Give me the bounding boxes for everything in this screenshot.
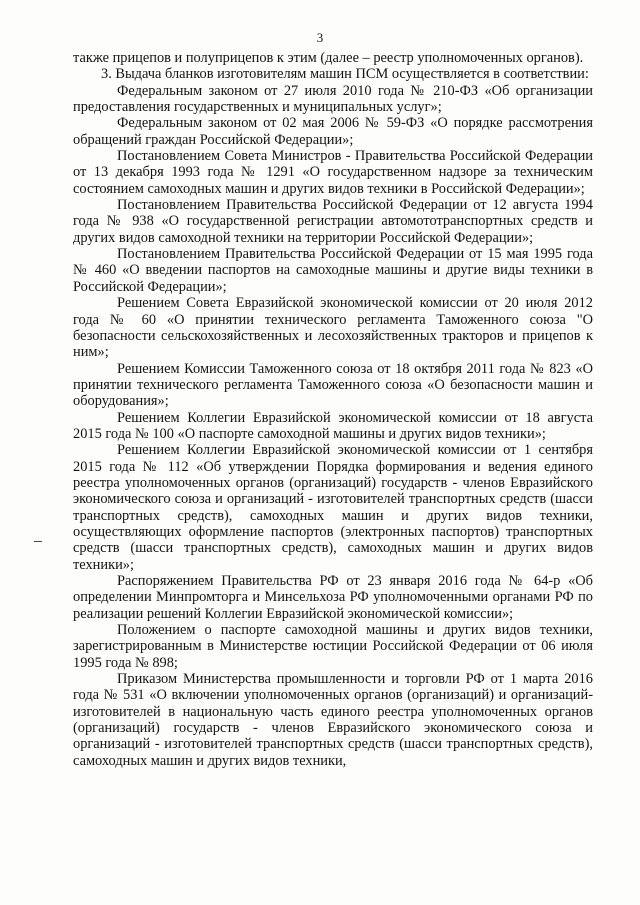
paragraph-decision-60: Решением Совета Евразийской экономической комиссии от 20 июля 2012 года № 60 «О принятии технического регламента Таможенного союза "О безопасности сельскохозяйственных и лесохозяйственных тракторов и прицепов к ним»; <box>73 295 593 361</box>
paragraph-resolution-1291: Постановлением Совета Министров - Правительства Российской Федерации от 13 декабря 1993 года № 1291 «О государственном надзоре за техническим состоянием самоходных машин и других видов техники в Российской Федерации»; <box>73 148 593 197</box>
paragraph-registry-continuation: также прицепов и полуприцепов к этим (далее – реестр уполномоченных органов). <box>73 50 584 66</box>
paragraph-order-64r: Распоряжением Правительства РФ от 23 января 2016 года № 64-р «Об определении Минпромторга и Минсельхоза РФ уполномоченными органами РФ по реализации решений Коллегии Евразийской экономической комиссии»; <box>73 573 593 622</box>
paragraph-law-210: Федеральным законом от 27 июля 2010 года № 210-ФЗ «Об организации предоставления государственных и муниципальных услуг»; <box>73 82 593 116</box>
paragraph-law-59: Федеральным законом от 02 мая 2006 № 59-ФЗ «О порядке рассмотрения обращений граждан Российской Федерации»; <box>73 115 593 148</box>
paragraph-regulation-898: Положением о паспорте самоходной машины и других видов техники, зарегистрированным в Министерстве юстиции Российской Федерации от 06 июля 1995 года № 898; <box>73 622 593 671</box>
document-body <box>73 50 593 769</box>
paragraph-resolution-460: Постановлением Правительства Российской Федерации от 15 мая 1995 года № 460 «О введении паспортов на самоходные машины и другие виды техники в Российской Федерации»; <box>73 246 593 295</box>
margin-mark <box>34 541 42 542</box>
paragraph-item-3: 3. Выдача бланков изготовителям машин ПСМ осуществляется в соответствии: <box>101 66 589 83</box>
paragraph-resolution-938: Постановлением Правительства Российской Федерации от 12 августа 1994 года № 938 «О государственной регистрации автомототранспортных средств и других видов самоходной техники на территории Российской Федерации»; <box>73 197 593 246</box>
paragraph-decision-112: Решением Коллегии Евразийской экономической комиссии от 1 сентября 2015 года № 112 «Об утверждении Порядка формирования и ведения единого реестра уполномоченных органов (организаций) государств - членов Евразийского экономического союза и организаций - изготовителей транспортных средств (шасси транспортных средств), самоходных машин и других видов техники, осуществляющих оформление паспортов (электронных паспортов) транспортных средств (шасси транспортных средств), самоходных машин и других видов техники»; <box>73 442 593 573</box>
paragraph-order-531: Приказом Министерства промышленности и торговли РФ от 1 марта 2016 года № 531 «О включении уполномоченных органов (организаций) и организаций-изготовителей в национальную часть единого реестра уполномоченных органов (организаций) государств - членов Евразийского экономического союза и организаций - изготовителей транспортных средств (шасси транспортных средств), самоходных машин и других видов техники, <box>73 671 593 769</box>
page-number: 3 <box>316 30 324 45</box>
paragraph-decision-100: Решением Коллегии Евразийской экономической комиссии от 18 августа 2015 года № 100 «О паспорте самоходной машины и других видов техники»; <box>73 409 593 442</box>
paragraph-decision-823: Решением Комиссии Таможенного союза от 18 октября 2011 года № 823 «О принятии технического регламента Таможенного союза «О безопасности машин и оборудования»; <box>73 360 593 410</box>
